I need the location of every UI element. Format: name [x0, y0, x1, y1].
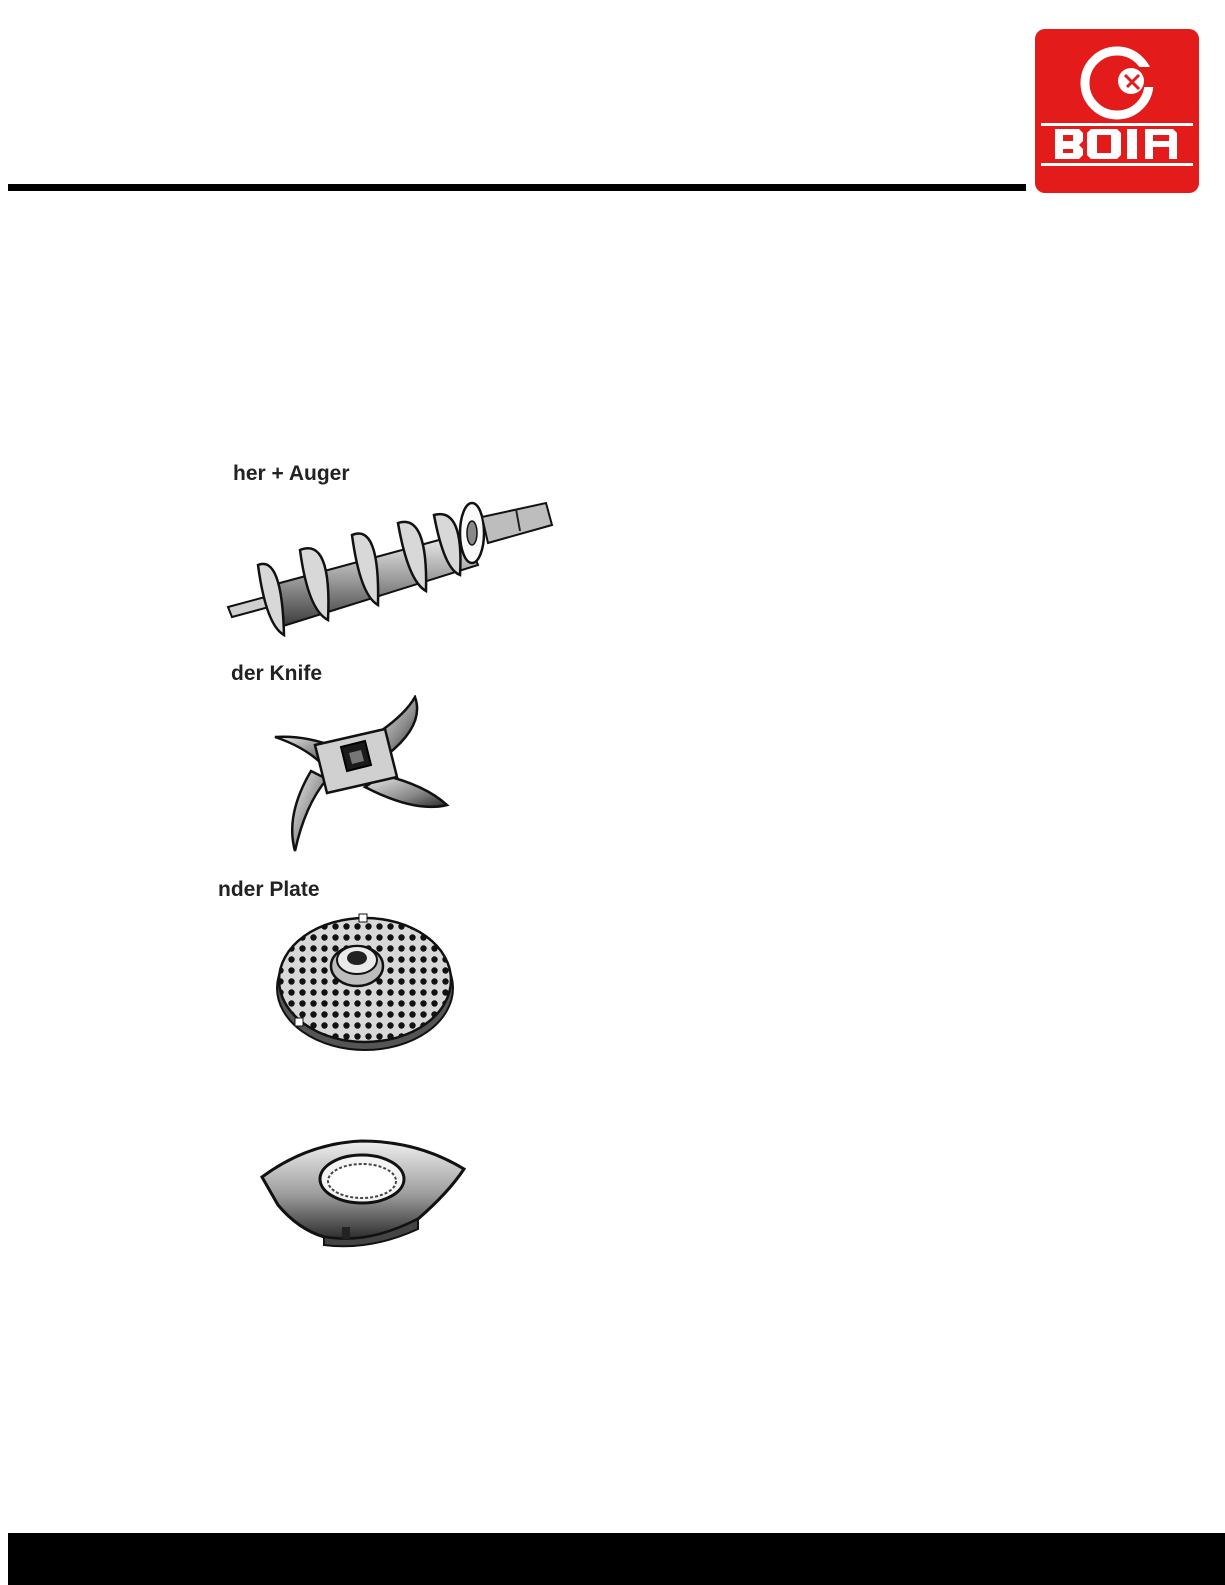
part-label-plate: nder Plate — [218, 878, 320, 901]
boia-logo-icon — [1035, 29, 1199, 193]
footer-bar — [8, 1533, 1225, 1585]
knife-image — [265, 695, 455, 855]
part-label-knife: der Knife — [231, 662, 323, 685]
header-rule — [8, 184, 1026, 191]
ring-nut-image — [258, 1133, 468, 1248]
part-label-auger: her + Auger — [233, 462, 350, 485]
auger-image — [220, 495, 555, 640]
plate-image — [275, 910, 455, 1055]
